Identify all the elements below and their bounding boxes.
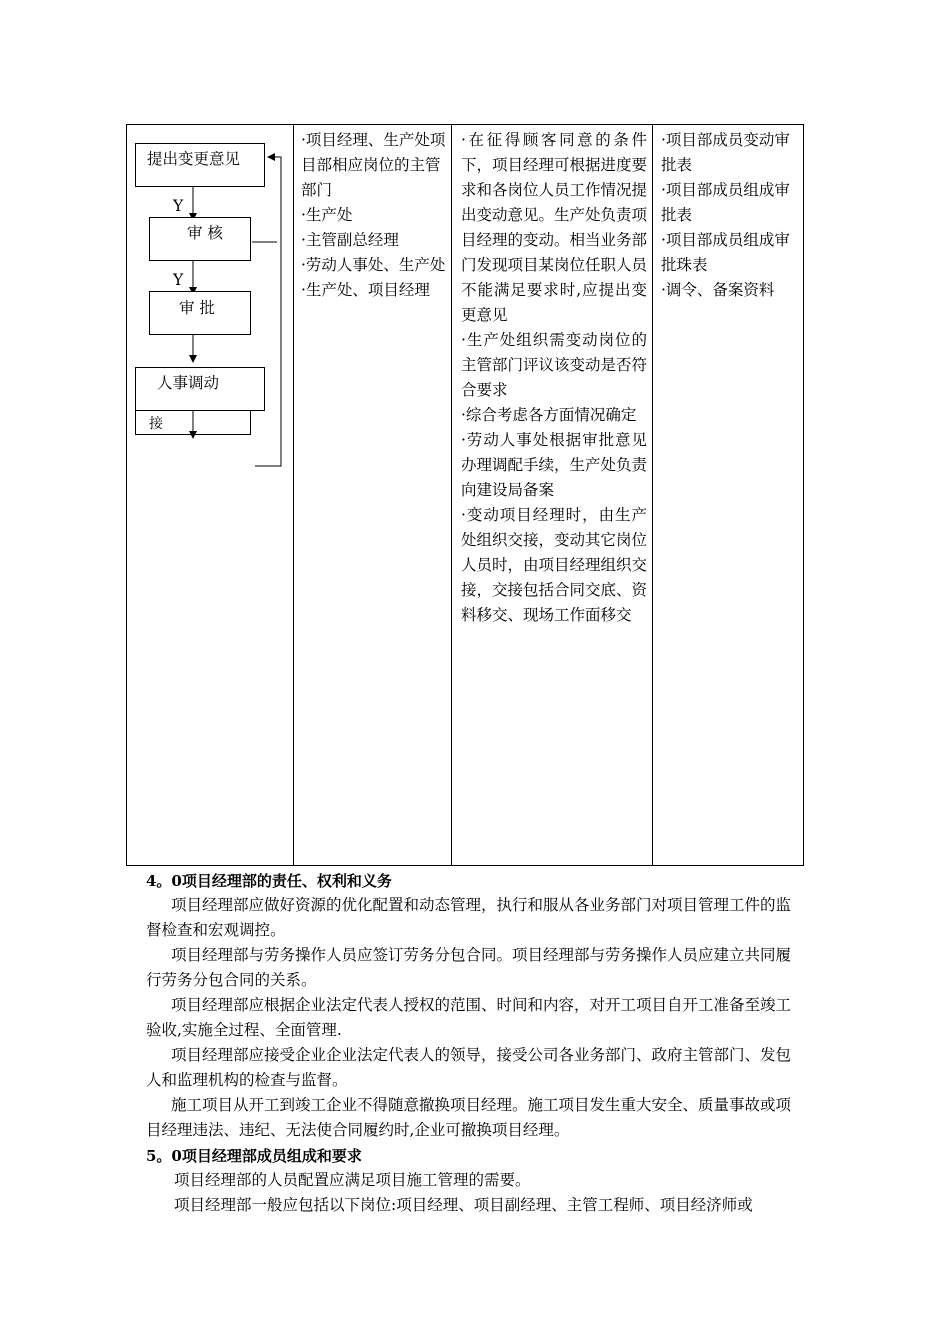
section-heading: 5。0项目经理部成员组成和要求 (146, 1147, 362, 1165)
responsible-dept-item: ·生产处 (301, 206, 353, 224)
procedure-item: ·在征得顾客同意的条件下，项目经理可根据进度要求和各岗位人员工作情况提出变动意见。生产处负责项目经理的变动。相当业务部门发现项目某岗位任职人员不能满足要求时,应提出变更意见 (461, 131, 648, 324)
flow-label-propose-change: 提出变更意见 (147, 150, 241, 168)
record-item: ·项目部成员变动审批表 (661, 131, 790, 174)
section-heading: 4。0项目经理部的责任、权利和义务 (146, 872, 392, 890)
body-paragraph: 项目经理部应做好资源的优化配置和动态管理，执行和服从各业务部门对项目管理工件的监督检查和宏观调控。 (146, 896, 792, 939)
procedure-item: ·变动项目经理时，由生产处组织交接，变动其它岗位人员时，由项目经理组织交接，交接包括合同交底、资料移交、现场工作面移交 (461, 506, 648, 624)
flow-label-review: 审 核 (187, 224, 223, 242)
flow-yes-label: Y (173, 271, 184, 289)
records-column (661, 128, 799, 303)
body-paragraph: 项目经理部的人员配置应满足项目施工管理的需要。 (174, 1171, 531, 1189)
column-divider (652, 125, 653, 865)
body-paragraph: 项目经理部与劳务操作人员应签订劳务分包合同。项目经理部与劳务操作人员应建立共同履行劳务分包合同的关系。 (146, 946, 792, 989)
record-item: ·项目部成员组成审批珠表 (661, 231, 790, 274)
flow-label-approve: 审 批 (179, 299, 215, 317)
responsible-dept-item: ·项目经理、生产处项目部相应岗位的主管部门 (301, 131, 446, 199)
record-item: ·调令、备案资料 (661, 281, 775, 299)
body-paragraph: 项目经理部应根据企业法定代表人授权的范围、时间和内容，对开工项目自开工准备至竣工验收,实施全过程、全面管理. (146, 996, 792, 1039)
flow-yes-label: Y (173, 197, 184, 215)
procedure-column (461, 128, 647, 628)
procedure-item: ·综合考虑各方面情况确定 (461, 406, 637, 424)
body-paragraph: 项目经理部应接受企业企业法定代表人的领导，接受公司各业务部门、政府主管部门、发包人和监理机构的检查与监督。 (146, 1046, 792, 1089)
record-item: ·项目部成员组成审批表 (661, 181, 790, 224)
body-paragraph: 项目经理部一般应包括以下岗位:项目经理、项目副经理、主管工程师、项目经济师或 (174, 1196, 753, 1214)
responsible-dept-column (301, 128, 449, 303)
column-divider (451, 125, 452, 865)
body-paragraph: 施工项目从开工到竣工企业不得随意撤换项目经理。施工项目发生重大安全、质量事故或项目经理违法、违纪、无法使合同履约时,企业可撤换项目经理。 (146, 1096, 792, 1139)
column-divider (293, 125, 294, 865)
flow-label-personnel-transfer: 人事调动 (157, 374, 220, 392)
responsible-dept-item: ·生产处、项目经理 (301, 281, 430, 299)
flow-label-handover-partial: 接 (149, 416, 163, 432)
responsible-dept-item: ·劳动人事处、生产处 (301, 256, 446, 274)
procedure-item: ·生产处组织需变动岗位的主管部门评议该变动是否符合要求 (461, 331, 648, 399)
process-table (126, 124, 804, 866)
procedure-item: ·劳动人事处根据审批意见办理调配手续，生产处负责向建设局备案 (461, 431, 648, 499)
responsible-dept-item: ·主管副总经理 (301, 231, 399, 249)
